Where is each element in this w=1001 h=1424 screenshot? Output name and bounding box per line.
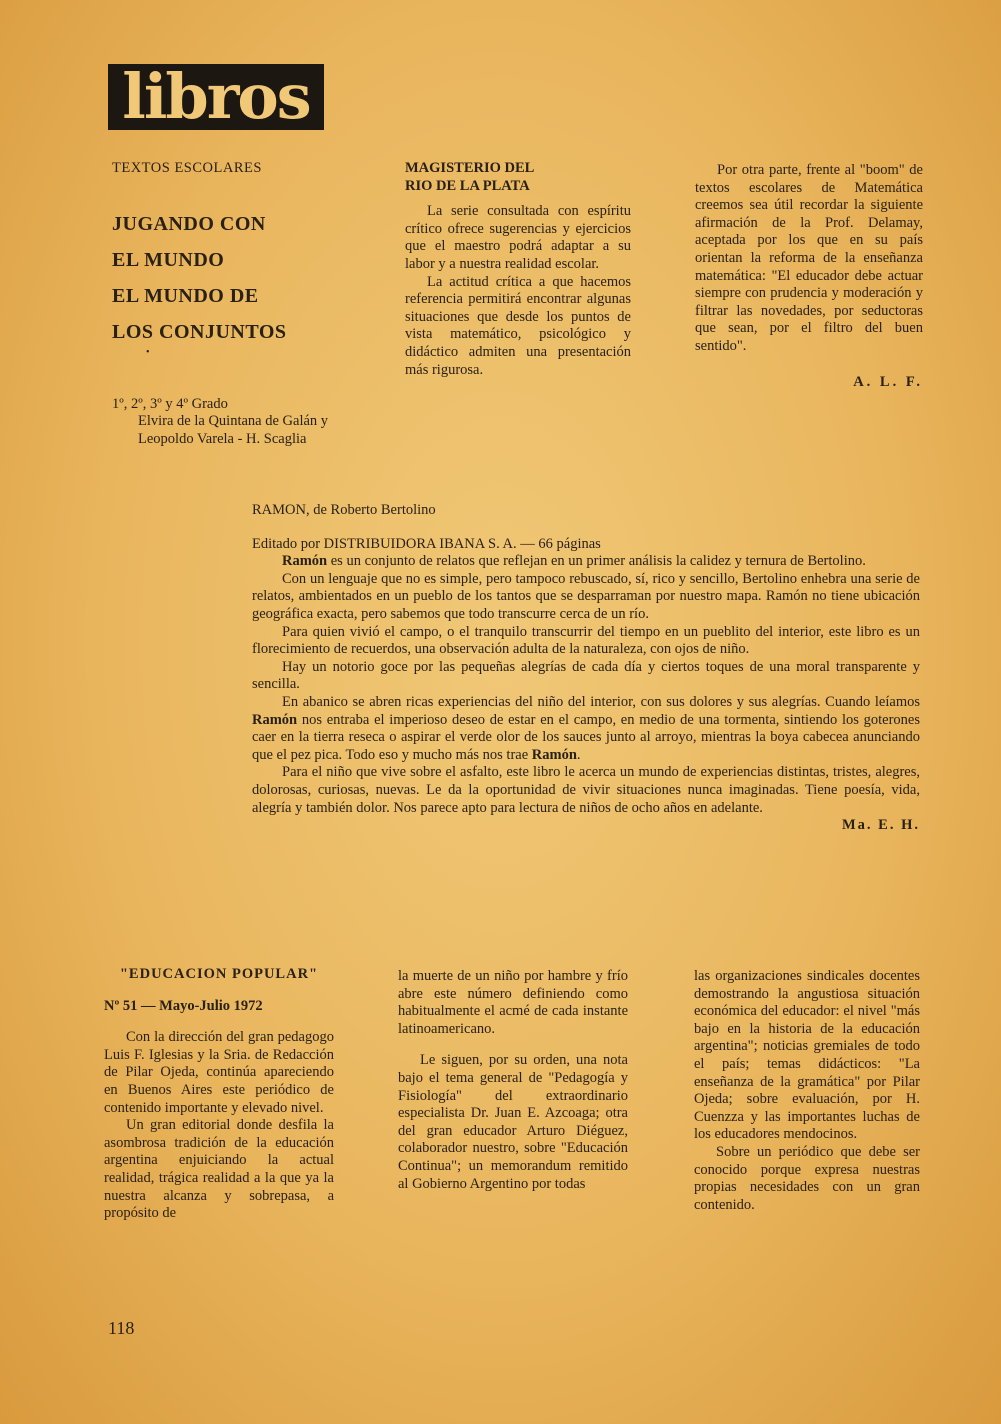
text: En abanico se abren ricas experiencias del niño del interior, con sus dolores y sus alegrías. Cuando leíamos: [282, 693, 920, 710]
review-ramon: [252, 502, 920, 835]
col2: [405, 160, 631, 379]
review-signature: Ma. E. H.: [841, 817, 920, 834]
title-line: EL MUNDO: [112, 248, 225, 271]
book-name: Ramón: [531, 746, 577, 763]
page-number: 118: [108, 1318, 135, 1338]
col3-signature: A. L. F.: [853, 373, 923, 390]
authors: Elvira de la Quintana de Galán y Leopoldo Varela - H. Scaglia: [138, 413, 329, 447]
bottom-paragraph: las organizaciones sindicales docentes demostrando la angustiosa situación económica del educador: el nivel "más bajo en la historia de la educación argentina"; noticias gremiales de todo el país; temas didácticos: "La enseñanza de la gramática" por Pilar Ojeda; sobre evaluación, por H. Cuenzza y las importantes luchas de los educadores mendocinos.: [694, 968, 920, 1143]
text: es un conjunto de relatos que reflejan en un primer análisis la calidez y ternura de Bertolino.: [327, 553, 866, 570]
col3-paragraph: Por otra parte, frente al "boom" de textos escolares de Matemática creemos sea útil recordar la siguiente afirmación de la Prof. Delamay, aceptada por los que en su país orientan la reforma de la enseñanza matemática: "El educador debe actuar siempre con prudencia y moderación y filtrar las novedades, por seductoras que sean, por el filtro del buen sentido".: [695, 162, 923, 354]
bottom-paragraph: Le siguen, por su orden, una nota bajo el tema general de "Pedagogía y Fisiología" del extraordinario especialista Dr. Juan E. Azcoaga; otra del gran educador Arturo Diéguez, colaborador nuestro, sobre "Educación Continua"; un memorandum remitido al Gobierno Argentino por todas: [398, 1052, 628, 1192]
review-publisher: Editado por DISTRIBUIDORA IBANA S. A. — 66 páginas: [252, 535, 601, 552]
bottom-heading: "EDUCACION POPULAR": [119, 966, 319, 982]
col3: [695, 162, 923, 391]
bottom-paragraph: la muerte de un niño por hambre y frío abre este número definiendo como habitualmente el acmé de cada instante latinoamericano.: [398, 968, 628, 1037]
bottom-issue: Nº 51 — Mayo-Julio 1972: [104, 997, 263, 1014]
text: .: [576, 746, 581, 763]
review-paragraph: Con un lenguaje que no es simple, pero tampoco rebuscado, sí, rico y sencillo, Bertolino enhebra una serie de relatos, ambientados en un pueblo de los tantos que se desparraman por nuestro mapa. Ramón no tiene ubicación geográfica exacta, pero sabemos que todo transcurre cerca de un río.: [252, 570, 920, 622]
book-title: [112, 206, 344, 350]
review-paragraph: Para quien vivió el campo, o el tranquilo transcurrir del tiempo en un pueblito del interior, este libro es un florecimiento de recuerdos, una observación adulta de la naturaleza, con ojos de niño.: [252, 623, 920, 658]
col2-heading: RIO DE LA PLATA: [405, 177, 530, 194]
title-line: LOS CONJUNTOS: [112, 320, 287, 343]
review-paragraph: [252, 694, 920, 764]
review-title: RAMON, de Roberto Bertolino: [252, 502, 436, 518]
bullet-icon: •: [146, 347, 150, 358]
col2-heading: MAGISTERIO DEL: [405, 160, 535, 176]
bottom-col1: [104, 966, 334, 1223]
bottom-paragraph: Con la dirección del gran pedagogo Luis F. Iglesias y la Sria. de Redacción de Pilar Ojeda, continúa apareciendo en Buenos Aires este periódico de contenido importante y elevado nivel.: [104, 1029, 334, 1116]
book-name: Ramón: [252, 711, 298, 728]
bottom-paragraph: Sobre un periódico que debe ser conocido porque expresa nuestras propias necesidades con un gran contenido.: [694, 1143, 920, 1213]
col2-paragraph: La serie consultada con espíritu crítico ofrece sugerencias y ejercicios que el maestro podrá adaptar a su labor y a nuestra realidad escolar.: [405, 203, 631, 272]
col2-paragraph: La actitud crítica a que hacemos referencia permitirá encontrar algunas situaciones que desde los puntos de vista matemático, psicológico y didáctico admiten una presentación más rigurosa.: [405, 273, 631, 378]
review-paragraph: Hay un notorio goce por las pequeñas alegrías de cada día y ciertos toques de una moral transparente y sencilla.: [252, 658, 920, 693]
grades: 1º, 2º, 3º y 4º Grado: [112, 395, 228, 412]
title-line: EL MUNDO DE: [112, 284, 259, 307]
book-name: Ramón: [282, 553, 328, 570]
bottom-paragraph: Un gran editorial donde desfila la asombrosa tradición de la educación argentina enjuiciando la actual realidad, trágica realidad a la que ya la nuestra alcanza y sobrepasa, a propósito de: [104, 1117, 334, 1222]
section-label: TEXTOS ESCOLARES: [112, 160, 262, 176]
title-line: JUGANDO CON: [112, 212, 266, 235]
bottom-col2: [398, 968, 628, 1193]
review-paragraph: [252, 553, 920, 571]
masthead-logo: libros: [108, 64, 324, 130]
review-paragraph: Para el niño que vive sobre el asfalto, este libro le acerca un mundo de experiencias distintas, tristes, alegres, dolorosas, curiosas, nuevas. Le da la oportunidad de vivir situaciones nunca imaginadas. Tiene poesía, vida, alegría y también dolor. Nos parece apto para lectura de niños de ocho años en adelante.: [252, 764, 920, 816]
col1: [112, 160, 344, 448]
text: nos entraba el imperioso deseo de estar en el campo, en medio de una tormenta, sintiendo los goterones caer en la tierra reseca o aspirar el verde olor de los sauces junto al arroyo, mientras la boya cabecea anunciando que el pez pica. Todo eso y mucho más nos trae: [252, 711, 920, 763]
bottom-col3: [694, 968, 920, 1214]
